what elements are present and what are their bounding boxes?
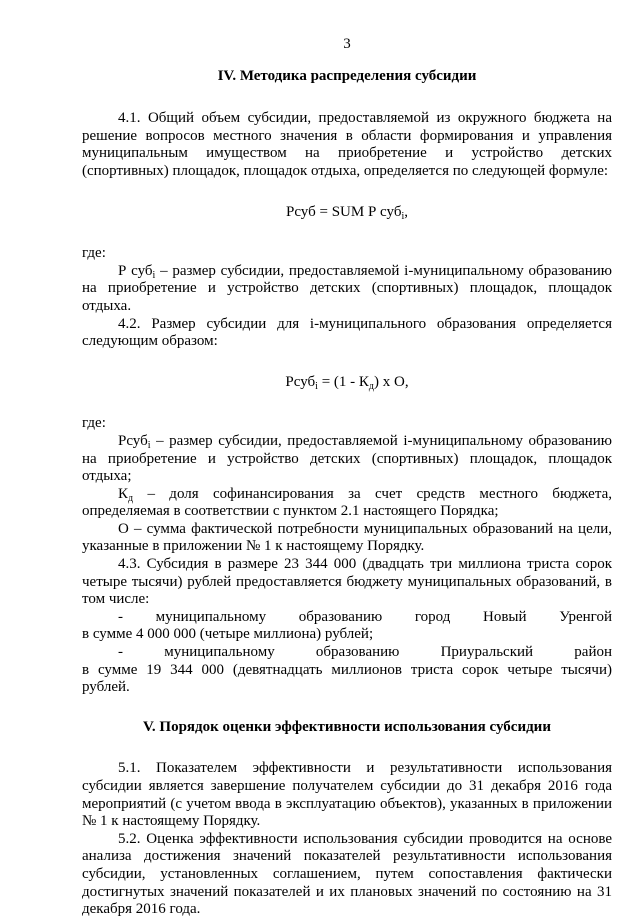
definition-psub-i-lead: Р суб <box>118 262 153 279</box>
recipient-1-line-2: в сумме 4 000 000 (четыре миллиона) рублей; <box>82 626 374 643</box>
where-label-2: где: <box>82 415 106 432</box>
formula-2-b: = (1 - К <box>317 373 369 390</box>
definition-psubi-lead: Рсуб <box>118 432 148 449</box>
formula-1-subscript: i <box>401 210 405 222</box>
paragraph-4-1: 4.1. Общий объем субсидии, предоставляемой из окружного бюджета на решение вопросов местного значения в области формирования и управления муниципальным имуществом на приобретение и устройство детских (спортивных) площадок, площадок отдыха, определяется по следующей формуле: <box>82 110 612 179</box>
formula-2-subscript-i: i <box>315 380 318 392</box>
paragraph-5-2: 5.2. Оценка эффективности использования субсидии проводится на основе анализа достижения значений показателей результативности использования субсидии, установленных соглашением, путем сопоставления фактически достигнутых значений показателей и их плановых значений по состоянию на 31 декабря 2016 года. <box>82 830 612 918</box>
definition-psub-i-subscript: i <box>152 269 156 281</box>
paragraph-5-1: 5.1. Показателем эффективности и результативности использования субсидии является завершение получателем субсидии до 31 декабря 2016 года мероприятий (с учетом ввода в эксплуатацию объектов), указанных в приложении № 1 к настоящему Порядку. <box>82 760 612 830</box>
paragraph-4-2: 4.2. Размер субсидии для i-муниципального образования определяется следующим образом: <box>82 315 612 350</box>
definition-psubi-text: – размер субсидии, предоставляемой i-муниципальному образованию на приобретение и устройство детских (спортивных) площадок, площадок отдыха; <box>82 432 612 485</box>
recipient-2-line-1: - муниципальному образованию Приуральский район <box>118 644 612 661</box>
recipient-1-line-1: - муниципальному образованию город Новый Уренгой <box>118 608 612 625</box>
formula-1-end: , <box>404 203 408 220</box>
definition-o: О – сумма фактической потребности муниципальных образований на цели, указанные в приложении № 1 к настоящему Порядку. <box>82 520 612 555</box>
section-4-title: IV. Методика распределения субсидии <box>217 67 477 84</box>
definition-psub-i-text: – размер субсидии, предоставляемой i-муниципальному образованию на приобретение и устройство детских (спортивных) площадок, площадок отдыха. <box>82 262 612 314</box>
formula-1-main: Рсуб = SUM Р суб <box>286 203 402 220</box>
section-5-title: V. Порядок оценки эффективности использования субсидии <box>143 718 551 735</box>
definition-kd-subscript: д <box>128 492 134 504</box>
formula-2 <box>82 374 612 392</box>
formula-1 <box>82 204 612 222</box>
formula-2-c: ) х О, <box>374 373 409 390</box>
definition-psubi <box>82 433 612 486</box>
definition-psubi-subscript: i <box>147 439 151 451</box>
definition-psub-i <box>82 263 612 316</box>
recipient-2-line-2: в сумме 19 344 000 (девятнадцать миллионов триста сорок четыре тысячи) рублей. <box>82 661 612 696</box>
formula-2-subscript-d: д <box>368 380 374 392</box>
definition-kd-lead: К <box>118 485 129 502</box>
page-number: 3 <box>343 36 351 52</box>
definition-kd-text: – доля софинансирования за счет средств местного бюджета, определяемая в соответствии с пунктом 2.1 настоящего Порядка; <box>82 485 612 520</box>
definition-kd <box>82 486 612 521</box>
where-label-1: где: <box>82 245 106 262</box>
paragraph-4-3: 4.3. Субсидия в размере 23 344 000 (двадцать три миллиона триста сорок четыре тысячи) рублей предоставляется бюджету муниципальных образований, в том числе: <box>82 556 612 608</box>
formula-2-a: Рсуб <box>285 373 316 390</box>
